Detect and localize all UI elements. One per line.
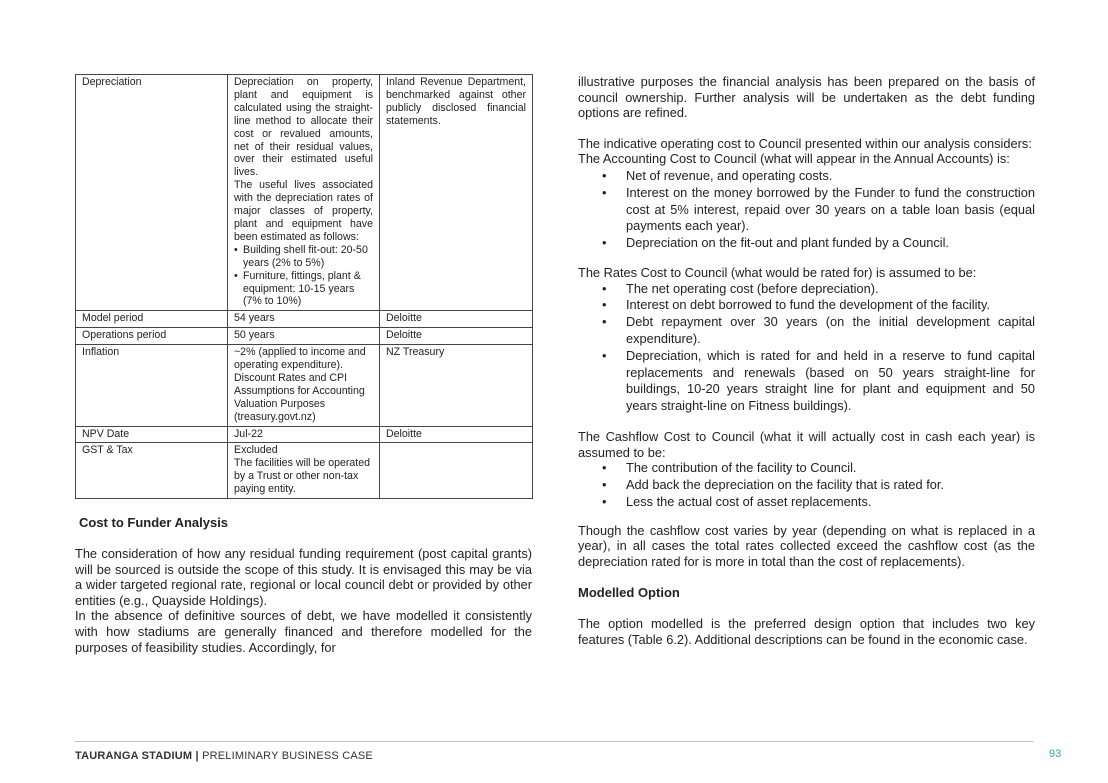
body-paragraph: Though the cashflow cost varies by year (depending on what is replaced in a year), in all cases the total rates collected exceed the cashflow cost (as the depreciation rated for is more in total than the cost of replacements). (578, 522, 1035, 569)
section-heading: Cost to Funder Analysis (79, 515, 229, 531)
table-cell-item: Model period (76, 311, 228, 328)
table-cell-item: Inflation (76, 345, 228, 426)
list-item: • Furniture, fittings, plant & equipment: 10-15 years (7% to 10%) (243, 270, 373, 309)
table-cell-source: Deloitte (380, 426, 533, 443)
table-cell-source: NZ Treasury (380, 345, 533, 426)
table-row (76, 75, 533, 311)
table-cell-description: Jul-22 (228, 426, 380, 443)
section-heading: Modelled Option (578, 585, 680, 601)
table-cell-description (228, 443, 380, 499)
footer-doc-title: TAURANGA STADIUM (75, 750, 193, 762)
table-cell-description: 54 years (228, 311, 380, 328)
right-column (578, 74, 1035, 647)
list-item: • The net operating cost (before depreciation). (626, 281, 1035, 298)
cell-paragraph: ~2% (applied to income and operating expenditure). (234, 346, 366, 372)
footer-doc-subtitle: PRELIMINARY BUSINESS CASE (202, 750, 373, 762)
table-row (76, 311, 533, 328)
cell-paragraph: Depreciation on property, plant and equipment is calculated using the straight-line method to allocate their cost or revalued amounts, net of their residual values, over their estimated useful lives. (234, 76, 373, 179)
table-row (76, 426, 533, 443)
table-cell-source: Deloitte (380, 328, 533, 345)
footer-title (75, 750, 373, 762)
footer-separator: | (195, 750, 199, 762)
body-paragraph: In the absence of definitive sources of debt, we have modelled it consistently with how stadiums are generally financed and therefore modelled for the purposes of feasibility studies. Accordingly, for (75, 608, 532, 655)
bullet-list (578, 281, 1035, 415)
table-cell-source (380, 443, 533, 499)
cell-paragraph: The facilities will be operated by a Trust or other non-tax paying entity. (234, 457, 371, 496)
footer-divider (75, 741, 1033, 742)
list-item: • Interest on debt borrowed to fund the development of the facility. (626, 297, 1035, 314)
list-item: • The contribution of the facility to Council. (626, 460, 1035, 477)
table-cell-description: 50 years (228, 328, 380, 345)
bullet-list (578, 460, 1035, 510)
assumptions-table (75, 74, 533, 499)
table-cell-description (228, 345, 380, 426)
body-paragraph: illustrative purposes the financial analysis has been prepared on the basis of council ownership. Further analysis will be undertaken as the debt funding options are refined. (578, 74, 1035, 121)
list-item: • Depreciation, which is rated for and held in a reserve to fund capital replacements and renewals (based on 50 years straight-line for buildings, 10-20 years straight line for plant and equipment and 50 years straight-line on Fitness buildings). (626, 348, 1035, 415)
table-row (76, 345, 533, 426)
table-cell-item: GST & Tax (76, 443, 228, 499)
list-item: • Depreciation on the fit-out and plant funded by a Council. (626, 235, 1035, 252)
page-number: 93 (1049, 748, 1062, 760)
table-cell-item: NPV Date (76, 426, 228, 443)
list-item: • Less the actual cost of asset replacements. (626, 494, 1035, 511)
body-paragraph: The option modelled is the preferred design option that includes two key features (Table 6.2). Additional descriptions can be found in the economic case. (578, 616, 1035, 647)
table-cell-source: Inland Revenue Department, benchmarked against other publicly disclosed financial statements. (380, 75, 533, 311)
body-paragraph: The Cashflow Cost to Council (what it will actually cost in cash each year) is assumed to be: (578, 428, 1035, 460)
body-paragraph: The Rates Cost to Council (what would be rated for) is assumed to be: (578, 264, 977, 280)
body-paragraph: The indicative operating cost to Council presented within our analysis considers: (578, 135, 1032, 151)
list-item: • Interest on the money borrowed by the Funder to fund the construction cost at 5% interest, repaid over 30 years on a table loan basis (equal payments each year). (626, 185, 1035, 235)
list-item: • Building shell fit-out: 20-50 years (2% to 5%) (243, 244, 373, 270)
cell-paragraph: The useful lives associated with the depreciation rates of major classes of property, plant and equipment have been estimated as follows: (234, 179, 373, 243)
cell-paragraph: Excluded (234, 444, 278, 457)
table-row (76, 443, 533, 499)
left-column (75, 74, 532, 655)
list-item: • Add back the depreciation on the facility that is rated for. (626, 477, 1035, 494)
body-paragraph: The consideration of how any residual funding requirement (post capital grants) will be sourced is outside the scope of this study. It is envisaged this may be via a wider targeted regional rate, regional or local council debt or provided by other entities (e.g., Quayside Holdings). (75, 546, 532, 608)
table-cell-item: Depreciation (76, 75, 228, 311)
table-cell-source: Deloitte (380, 311, 533, 328)
table-cell-item: Operations period (76, 328, 228, 345)
body-paragraph: The Accounting Cost to Council (what will appear in the Annual Accounts) is: (578, 151, 1010, 167)
table-cell-description (228, 75, 380, 311)
table-row (76, 328, 533, 345)
cell-paragraph: Discount Rates and CPI Assumptions for Accounting Valuation Purposes (treasury.govt.nz) (234, 371, 365, 423)
cell-bullet-list (234, 244, 373, 309)
bullet-list (578, 168, 1035, 252)
list-item: • Debt repayment over 30 years (on the initial development capital expenditure). (626, 314, 1035, 348)
list-item: • Net of revenue, and operating costs. (626, 168, 1035, 185)
